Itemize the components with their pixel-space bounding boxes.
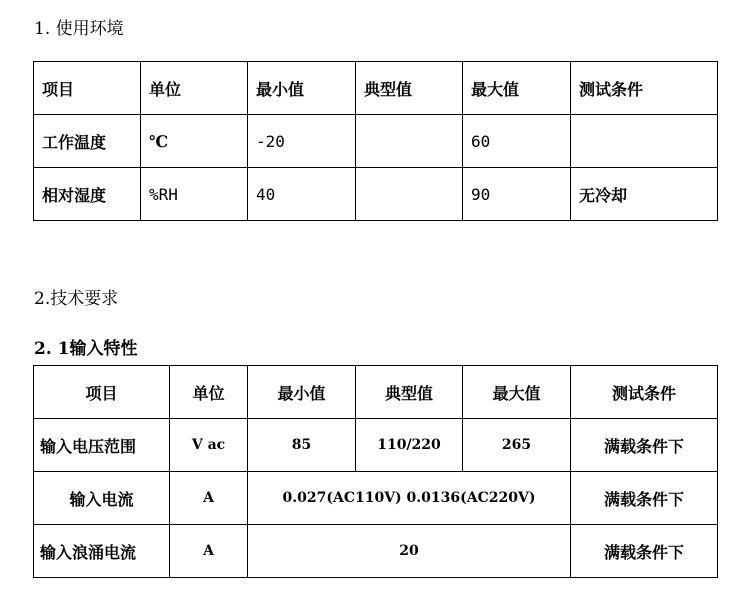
table-cell: 265 — [463, 419, 571, 472]
table-cell — [571, 115, 718, 168]
table-header-row — [34, 366, 718, 419]
header-cell: 典型值 — [356, 62, 463, 115]
table-cell: 相对湿度 — [34, 168, 141, 221]
header-cell: 单位 — [141, 62, 248, 115]
table-cell: 0.027(AC110V) 0.0136(AC220V) — [248, 472, 571, 525]
table-cell: 40 — [248, 168, 356, 221]
header-cell: 测试条件 — [571, 366, 718, 419]
table-cell: -20 — [248, 115, 356, 168]
table-cell — [356, 115, 463, 168]
table-cell: 输入浪涌电流 — [34, 525, 170, 578]
section-1-title: 1. 使用环境 — [34, 19, 124, 39]
table-cell: 工作温度 — [34, 115, 141, 168]
header-cell: 项目 — [34, 366, 170, 419]
table-cell: 20 — [248, 525, 571, 578]
table-cell: A — [170, 525, 248, 578]
header-cell: 项目 — [34, 62, 141, 115]
table-cell: 满载条件下 — [571, 472, 718, 525]
table-cell: 输入电压范围 — [34, 419, 170, 472]
table-row — [34, 168, 718, 221]
header-cell: 最大值 — [463, 62, 571, 115]
table-row — [34, 419, 718, 472]
environment-table — [33, 61, 718, 221]
header-cell: 最大值 — [463, 366, 571, 419]
table-cell: V ac — [170, 419, 248, 472]
table-row — [34, 472, 718, 525]
header-cell: 测试条件 — [571, 62, 718, 115]
table-cell: %RH — [141, 168, 248, 221]
table-cell: ℃ — [141, 115, 248, 168]
header-cell: 单位 — [170, 366, 248, 419]
header-cell: 最小值 — [248, 366, 356, 419]
table-row — [34, 115, 718, 168]
table-header-row — [34, 62, 718, 115]
input-characteristics-table — [33, 365, 718, 578]
header-cell: 典型值 — [356, 366, 463, 419]
table-cell: 85 — [248, 419, 356, 472]
table-cell: 满载条件下 — [571, 419, 718, 472]
table-cell: 满载条件下 — [571, 525, 718, 578]
section-2-1-title: 2. 1输入特性 — [34, 339, 138, 359]
table-cell: 110/220 — [356, 419, 463, 472]
table-row — [34, 525, 718, 578]
table-cell: A — [170, 472, 248, 525]
table-cell: 输入电流 — [34, 472, 170, 525]
section-2-title: 2.技术要求 — [34, 289, 119, 309]
table-cell: 90 — [463, 168, 571, 221]
table-cell: 60 — [463, 115, 571, 168]
header-cell: 最小值 — [248, 62, 356, 115]
table-cell: 无冷却 — [571, 168, 718, 221]
table-cell — [356, 168, 463, 221]
